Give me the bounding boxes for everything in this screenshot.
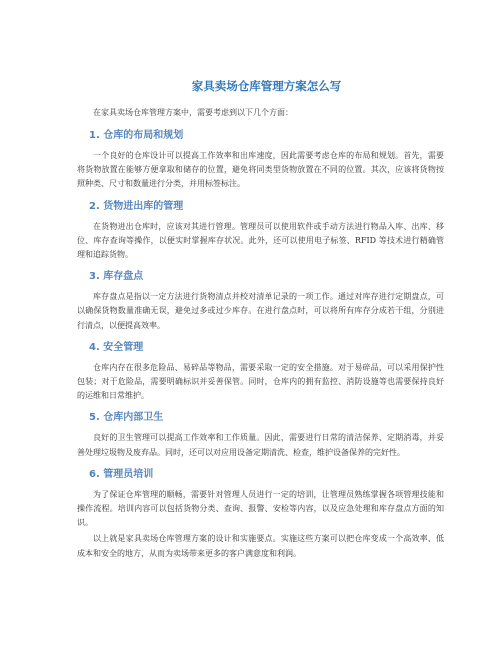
section-heading: 1. 仓库的布局和规划 xyxy=(89,130,184,141)
section-body: 在货物进出仓库时，应该对其进行管理。管理员可以使用软件或手动方法进行物品入库、出库、移位、库存查询等操作，以便实时掌握库存状况。此外，还可以使用电子标签、RFID 等技术进行精确管理和追踪货物。 xyxy=(77,221,444,260)
intro-paragraph: 在家具卖场仓库管理方案中，需要考虑到以下几个方面： xyxy=(93,108,293,117)
document-title: 家具卖场仓库管理方案怎么写 xyxy=(191,79,342,93)
section-heading: 2. 货物进出库的管理 xyxy=(89,200,184,212)
section-hygiene xyxy=(77,411,444,459)
section-heading: 3. 库存盘点 xyxy=(89,271,144,283)
conclusion-paragraph: 以上就是家具卖场仓库管理方案的设计和实施要点。实施这些方案可以把仓库变成一个高效率、低成本和安全的地方，从而为卖场带来更多的客户满意度和利润。 xyxy=(77,534,444,558)
section-heading: 4. 安全管理 xyxy=(89,341,144,353)
section-stocktake xyxy=(77,270,444,333)
section-heading: 6. 管理员培训 xyxy=(89,468,154,480)
section-body: 良好的卫生管理可以提高工作效率和工作质量。因此，需要进行日常的清洁保养、定期消毒，并妥善处理垃圾物及废弃品。同时，还可以对应用设备定期清洗、检查，维护设备保养的完好性。 xyxy=(77,433,444,457)
section-layout xyxy=(77,129,444,192)
section-inbound-outbound xyxy=(77,200,444,263)
section-body: 库存盘点是指以一定方法进行货物清点并校对清单记录的一项工作。通过对库存进行定期盘点，可以确保货物数量准确无误，避免过多或过少库存。在进行盘点时，可以将所有库存分成若干组，分别进行清点，以便提高效率。 xyxy=(77,292,444,330)
section-heading: 5. 仓库内部卫生 xyxy=(89,412,164,424)
section-body: 一个良好的仓库设计可以提高工作效率和出库速度，因此需要考虑仓库的布局和规划。首先，需要将货物放置在能够方便拿取和储存的位置，避免将同类型货物放置在不同的位置。其次，应该将货物按照种类、尺寸和数量进行分类，并用标签标注。 xyxy=(77,151,444,189)
section-safety xyxy=(77,341,444,404)
section-body: 仓库内存在很多危险品、易碎品等物品，需要采取一定的安全措施。对于易碎品，可以采用保护性包装；对于危险品，需要明确标识并妥善保管。同时，仓库内的拥有监控、消防设施等也需要保持良好的运维和日常维护。 xyxy=(77,362,444,401)
section-training xyxy=(77,468,444,531)
section-body: 为了保证仓库管理的顺畅，需要针对管理人员进行一定的培训，让管理员熟练掌握各项管理技能和操作流程。培训内容可以包括货物分类、查询、报警、安检等内容，以及应急处理和库存盘点方面的知识。 xyxy=(77,489,444,528)
